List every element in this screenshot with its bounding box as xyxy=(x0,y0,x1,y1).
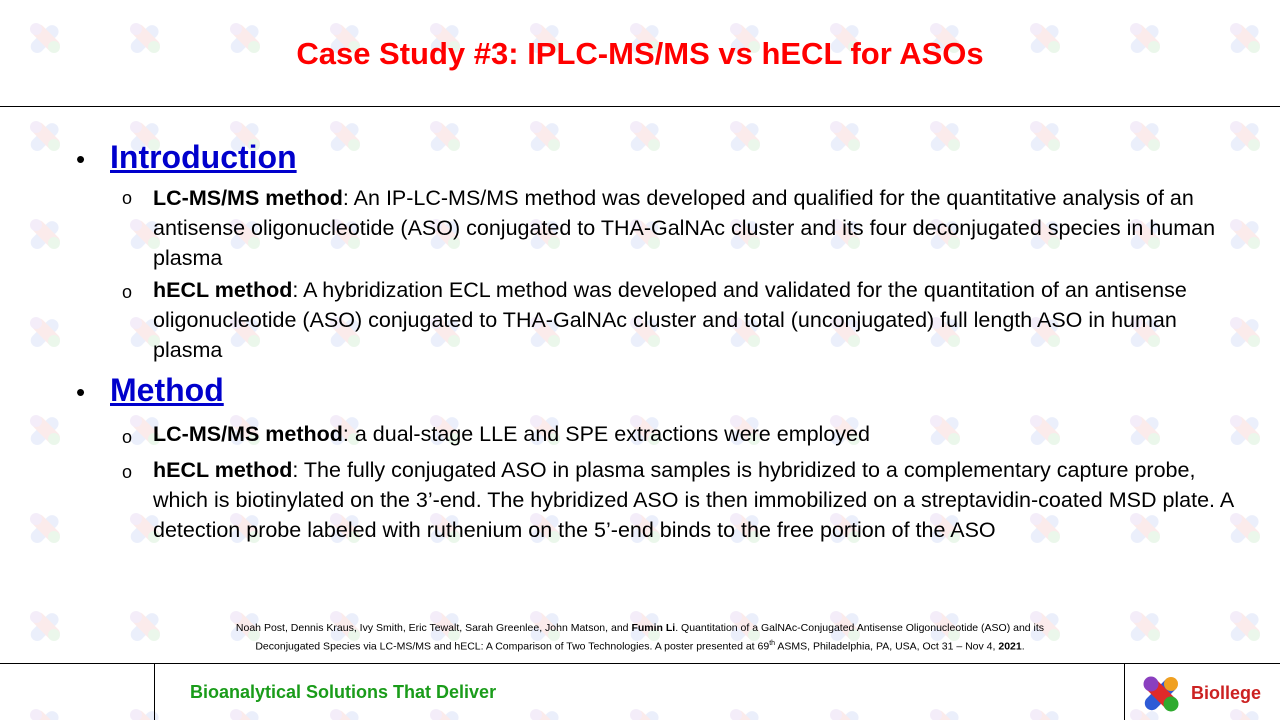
method-lcms-item xyxy=(153,419,1233,449)
intro-lcms-item xyxy=(153,183,1233,273)
footer-separator-left xyxy=(154,663,155,720)
logo-text: Biollege xyxy=(1191,683,1262,703)
slide-title: Case Study #3: IPLC-MS/MS vs hECL for ASOs xyxy=(296,36,984,71)
footer-divider xyxy=(0,663,1280,664)
item-text: : a dual-stage LLE and SPE extractions were employed xyxy=(342,422,870,446)
item-label: hECL method xyxy=(153,458,293,482)
sub-bullet: o xyxy=(122,462,133,482)
method-hecl-item xyxy=(153,455,1233,545)
item-text: : A hybridization ECL method was developed and validated for the quantitation of an antisense oligonucleotide (ASO) conjugated to THA-GalNAc cluster and total (unconjugated) full length ASO in human plasma xyxy=(153,278,1187,362)
section-bullet-method: • xyxy=(76,377,86,407)
intro-hecl-item xyxy=(153,275,1233,365)
section-title-introduction: Introduction xyxy=(110,139,297,175)
footer-separator-right xyxy=(1124,663,1125,720)
footer-tagline: Bioanalytical Solutions That Deliver xyxy=(190,682,497,702)
section-title-method: Method xyxy=(110,372,224,408)
section-bullet-introduction: • xyxy=(76,144,86,174)
item-text: : The fully conjugated ASO in plasma samples is hybridized to a complementary capture probe, which is biotinylated on the 3’-end. The hybridized ASO is then immobilized on a streptavidin-coated MSD plate. A detection probe labeled with ruthenium on the 5’-end binds to the free portion of the ASO xyxy=(153,458,1233,542)
sub-bullet: o xyxy=(122,282,133,302)
header-divider xyxy=(0,106,1280,107)
item-label: LC-MS/MS method xyxy=(153,422,343,446)
sub-bullet: o xyxy=(122,188,133,208)
citation-line-1: Noah Post, Dennis Kraus, Ivy Smith, Eric Tewalt, Sarah Greenlee, John Matson, and Fumin Li. Quantitation of a GalNAc-Conjugated Antisense Oligonucleotide (ASO) and its xyxy=(235,622,1045,634)
item-label: hECL method xyxy=(153,278,293,302)
item-text: : An IP-LC-MS/MS method was developed and qualified for the quantitative analysis of an antisense oligonucleotide (ASO) conjugated to THA-GalNAc cluster and its four deconjugated species in human plasma xyxy=(153,186,1216,270)
biollege-logo-icon xyxy=(1135,669,1187,719)
item-label: LC-MS/MS method xyxy=(153,186,343,210)
citation xyxy=(0,621,1280,655)
sub-bullet: o xyxy=(122,427,133,447)
citation-line-2: Deconjugated Species via LC-MS/MS and hECL: A Comparison of Two Technologies. A poster presented at 69th ASMS, Philadelphia, PA, USA, Oct 31 – Nov 4, 2021. xyxy=(255,640,1025,653)
